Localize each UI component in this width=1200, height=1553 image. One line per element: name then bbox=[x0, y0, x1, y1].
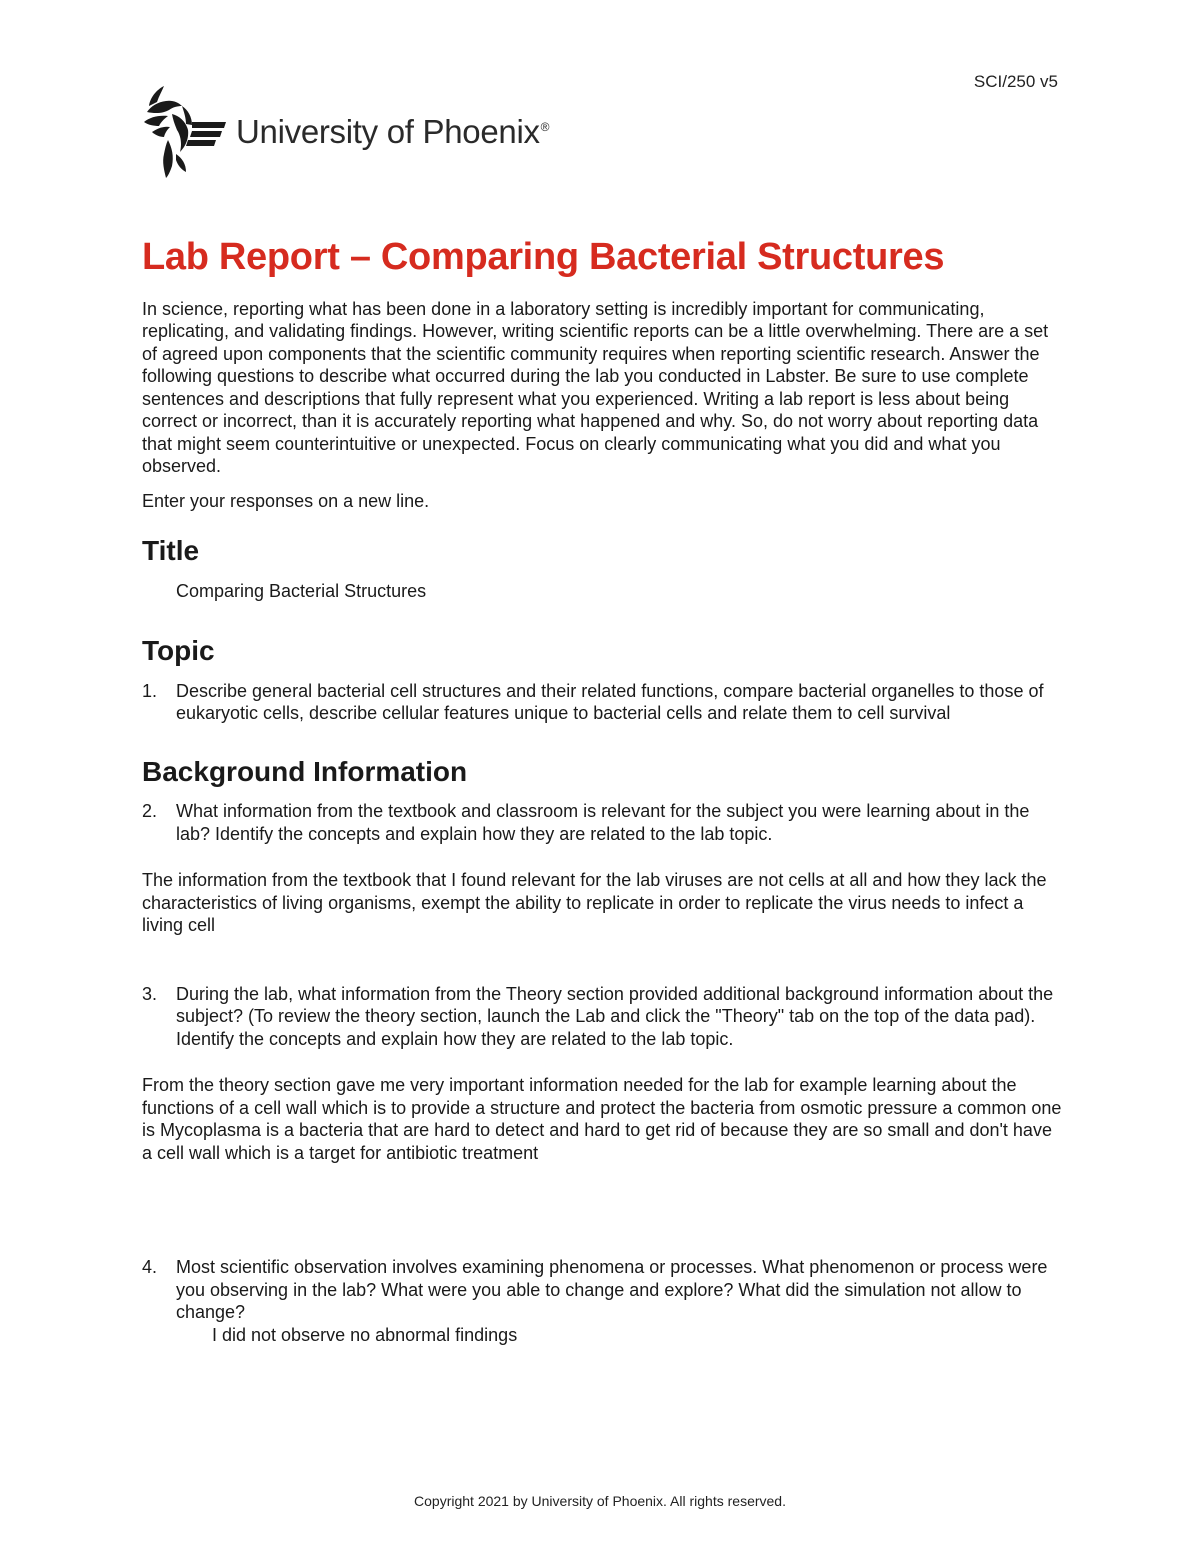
question-number: 2. bbox=[142, 801, 158, 822]
page-title: Lab Report – Comparing Bacterial Structures bbox=[142, 236, 945, 278]
section-heading-topic: Topic bbox=[142, 635, 215, 667]
question-number: 3. bbox=[142, 983, 158, 1004]
intro-paragraph: In science, reporting what has been done in a laboratory setting is incredibly important for communicating, replicating, and validating findings. However, writing scientific reports can be a little overwhelming. There are a set of agreed upon components that the scientific community requires when reporting scientific research. Answer the following questions to describe what occurred during the lab you conducted in Labster. Be sure to use complete sentences and descriptions that fully represent what you experienced. Writing a lab report is less about being correct or incorrect, than it is accurately reporting what happened and why. So, do not worry about reporting data that might seem counterintuitive or unexpected. Focus on clearly communicating what you did and what you observed. bbox=[142, 298, 1049, 477]
university-logo bbox=[142, 84, 549, 178]
answer-4: I did not observe no abnormal findings bbox=[212, 1324, 518, 1345]
document-body bbox=[142, 236, 1062, 1346]
answer-3: From the theory section gave me very important information needed for the lab for example learning about the functions of a cell wall which is to provide a structure and protect the bacteria from osmotic pressure a common one is Mycoplasma is a bacteria that are hard to detect and hard to get rid of because they are so small and don't have a cell wall which is a target for antibiotic treatment bbox=[142, 1075, 1062, 1163]
logo-wordmark: University of Phoenix® bbox=[236, 113, 550, 150]
answer-2: The information from the textbook that I found relevant for the lab viruses are not cells at all and how they lack the characteristics of living organisms, exempt the ability to replicate in order to replicate the virus needs to infect a living cell bbox=[142, 870, 1047, 936]
course-code: SCI/250 v5 bbox=[973, 72, 1058, 91]
question-text: Describe general bacterial cell structures and their related functions, compare bacterial organelles to those of eukaryotic cells, describe cellular features unique to bacterial cells and relate them to cell survival bbox=[176, 680, 1044, 724]
section-heading-title: Title bbox=[142, 535, 200, 567]
section-heading-background: Background Information bbox=[142, 755, 468, 787]
question-text: What information from the textbook and classroom is relevant for the subject you were learning about in the lab? Identify the concepts and explain how they are related to the lab topic. bbox=[176, 801, 1030, 844]
question-text: During the lab, what information from the Theory section provided additional background information about the subject? (To review the theory section, launch the Lab and click the "Theory" tab on the top of the data pad). Identify the concepts and explain how they are related to the lab topic. bbox=[176, 983, 1054, 1049]
question-number: 1. bbox=[142, 680, 158, 701]
question-2 bbox=[142, 800, 1062, 845]
question-1 bbox=[142, 680, 1062, 725]
copyright-footer: Copyright 2021 by University of Phoenix. All rights reserved. bbox=[414, 1493, 786, 1509]
instruction-text: Enter your responses on a new line. bbox=[142, 490, 430, 511]
title-value: Comparing Bacterial Structures bbox=[176, 580, 427, 601]
phoenix-bird-icon bbox=[142, 84, 228, 178]
question-number: 4. bbox=[142, 1257, 158, 1278]
question-text: Most scientific observation involves examining phenomena or processes. What phenomenon or process were you observing in the lab? What were you able to change and explore? What did the simulation not allow to change? bbox=[176, 1257, 1048, 1323]
question-4 bbox=[142, 1256, 1062, 1324]
question-3 bbox=[142, 983, 1062, 1051]
